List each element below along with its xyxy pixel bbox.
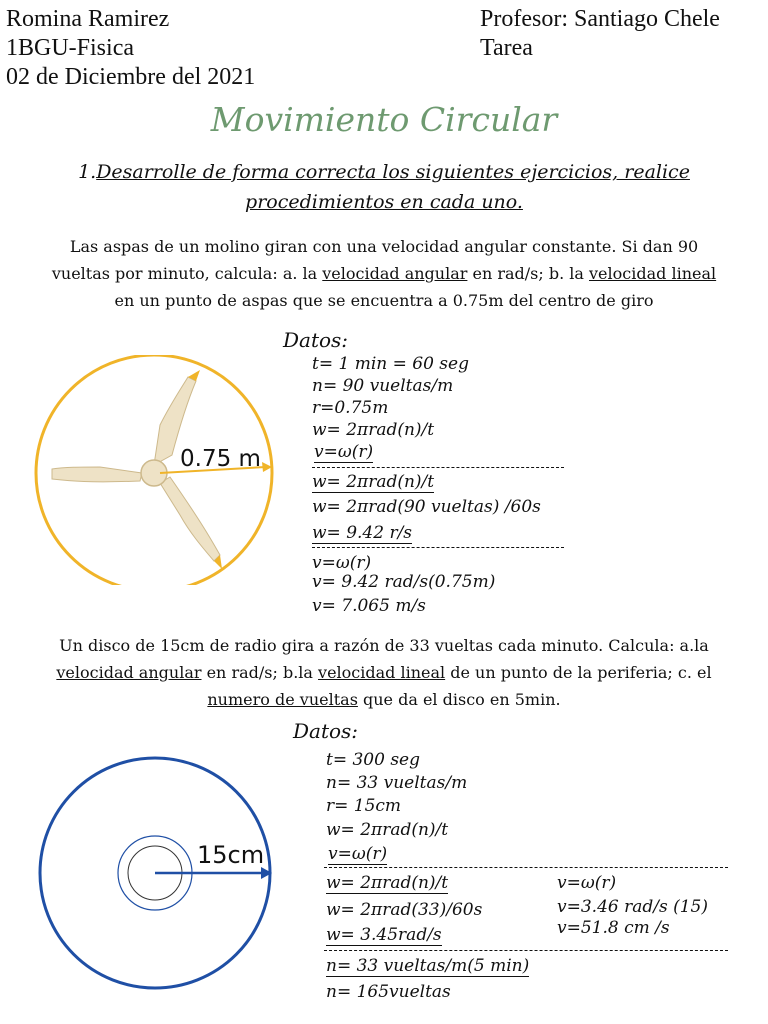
instruction-text-2: procedimientos en cada uno. xyxy=(245,191,523,213)
disc-figure xyxy=(35,755,325,1005)
instruction-line-1 xyxy=(0,157,768,187)
p2-line: w= 2πrad(n)/t xyxy=(326,820,449,840)
p1-line: w= 9.42 r/s xyxy=(312,523,413,543)
p1-line: n= 90 vueltas/m xyxy=(312,376,454,396)
p2-line: t= 300 seg xyxy=(326,750,420,770)
p2-right-line: v=51.8 cm /s xyxy=(557,918,670,938)
problem1-text-part: en rad/s; b. la xyxy=(467,264,590,283)
p2-line: w= 2πrad(n)/t xyxy=(326,873,449,893)
p2-line: n= 33 vueltas/m xyxy=(326,773,468,793)
student-name: Romina Ramirez xyxy=(6,6,170,32)
problem2-term-vueltas: numero de vueltas xyxy=(207,690,358,709)
separator xyxy=(324,950,728,951)
p2-line: n= 165vueltas xyxy=(326,982,451,1002)
p1-line: w= 2πrad(90 vueltas) /60s xyxy=(312,497,541,517)
problem2-term-angular: velocidad angular xyxy=(56,663,202,682)
p2-right-line: v=3.46 rad/s (15) xyxy=(557,897,708,917)
p2-line: r= 15cm xyxy=(326,796,402,816)
p1-line: v= 9.42 rad/s(0.75m) xyxy=(312,572,496,592)
p2-line: n= 33 vueltas/m(5 min) xyxy=(326,956,530,976)
p1-line: v=ω(r) xyxy=(312,553,372,573)
problem1-term-angular: velocidad angular xyxy=(322,264,468,283)
instruction-line-2 xyxy=(0,187,768,217)
problem1-line-2 xyxy=(16,260,752,287)
p1-line: r=0.75m xyxy=(312,398,389,418)
problem2-line-1: Un disco de 15cm de radio gira a razón de 33 vueltas cada minuto. Calcula: a.la xyxy=(59,636,709,655)
p1-line: v= 7.065 m/s xyxy=(312,596,426,616)
date: 02 de Diciembre del 2021 xyxy=(6,64,256,90)
problem2-line-3 xyxy=(16,686,752,713)
p1-line: t= 1 min = 60 seg xyxy=(312,354,469,374)
problem2-text-part: que da el disco en 5min. xyxy=(357,690,561,709)
problem1-term-lineal: velocidad lineal xyxy=(589,264,717,283)
blade-icon xyxy=(52,467,142,482)
radius-label: 15cm xyxy=(197,841,265,869)
problem2-text-part: de un punto de la periferia; c. el xyxy=(445,663,712,682)
p2-right-line: v=ω(r) xyxy=(557,873,617,893)
separator xyxy=(324,867,728,868)
problem1-text-part: vueltas por minuto, calcula: a. la xyxy=(51,264,323,283)
assignment-type: Tarea xyxy=(480,35,533,61)
instruction-text-1: Desarrolle de forma correcta los siguientes ejercicios, realice xyxy=(96,161,690,183)
page-title: Movimiento Circular xyxy=(210,100,558,139)
windmill-figure xyxy=(30,355,290,585)
problem2-datos-label: Datos: xyxy=(293,719,359,743)
problem1-line-1: Las aspas de un molino giran con una velocidad angular constante. Si dan 90 xyxy=(69,237,699,256)
separator xyxy=(312,547,564,548)
teacher: Profesor: Santiago Chele xyxy=(480,6,720,32)
radius-label: 0.75 m xyxy=(180,446,261,472)
instruction-number: 1. xyxy=(78,161,97,183)
problem1-line-3: en un punto de aspas que se encuentra a 0.75m del centro de giro xyxy=(114,291,654,310)
problem2-text-part: en rad/s; b.la xyxy=(201,663,319,682)
p2-line: w= 3.45rad/s xyxy=(326,925,442,945)
p2-line: w= 2πrad(33)/60s xyxy=(326,900,483,920)
course: 1BGU-Fisica xyxy=(6,35,134,61)
problem1-statement xyxy=(16,233,752,314)
problem2-statement xyxy=(16,632,752,713)
blade-icon xyxy=(160,477,220,561)
problem1-datos-label: Datos: xyxy=(283,328,349,352)
problem2-line-2 xyxy=(16,659,752,686)
problem2-term-lineal: velocidad lineal xyxy=(318,663,446,682)
p1-line: v=ω(r) xyxy=(314,442,374,462)
p1-line: w= 2πrad(n)/t xyxy=(312,472,435,492)
p1-line: w= 2πrad(n)/t xyxy=(312,420,435,440)
p2-line: v=ω(r) xyxy=(328,844,388,864)
separator xyxy=(312,467,564,468)
